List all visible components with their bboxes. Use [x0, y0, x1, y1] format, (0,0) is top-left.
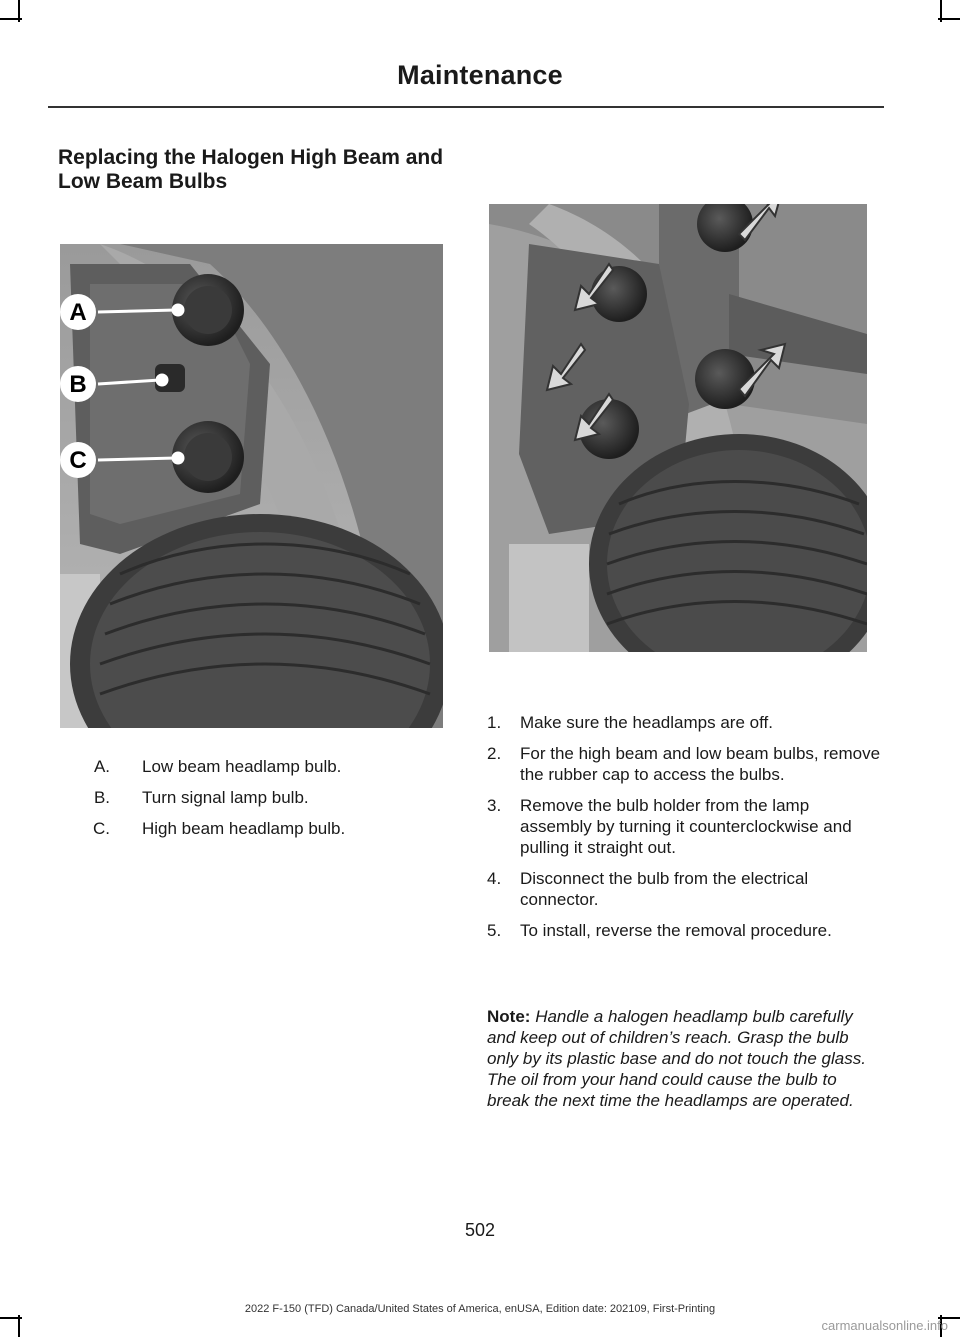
step-number: 1.: [487, 713, 502, 732]
headlamp-illustration-right: [489, 204, 867, 652]
headlamp-figure-right: [489, 204, 867, 652]
crop-mark: [0, 1317, 22, 1319]
watermark-link[interactable]: carmanualsonline.info: [821, 1318, 948, 1333]
callout-label-c: C: [69, 447, 87, 474]
crop-mark: [938, 18, 960, 20]
callout-label-b: B: [69, 371, 87, 398]
step-number: 2.: [487, 744, 502, 763]
callout-letter: A.: [93, 757, 110, 776]
callout-text: High beam headlamp bulb.: [142, 819, 346, 838]
crop-mark: [0, 18, 22, 20]
step-text: For the high beam and low beam bulbs, remove the rubber cap to access the bulbs.: [520, 744, 881, 784]
headlamp-figure-left: [60, 244, 443, 728]
step-text: Make sure the headlamps are off.: [520, 713, 773, 732]
list-item: [58, 757, 458, 788]
safety-note: [487, 1006, 882, 1111]
callout-text: Turn signal lamp bulb.: [142, 788, 309, 807]
list-item: [487, 868, 882, 910]
page-header-title: Maintenance: [397, 60, 563, 90]
list-item: [58, 819, 458, 850]
step-text: Remove the bulb holder from the lamp assembly by turning it counterclockwise and pulling it straight out.: [520, 796, 852, 857]
callout-letter: B.: [93, 788, 110, 807]
step-text: Disconnect the bulb from the electrical connector.: [520, 869, 809, 909]
callout-legend: [58, 757, 458, 850]
step-text: To install, reverse the removal procedure.: [520, 921, 832, 940]
note-text: Handle a halogen headlamp bulb carefully and keep out of children’s reach. Grasp the bulb only by its plastic base and do not touch the glass. The oil from your hand could cause the bulb to break the next time the headlamps are operated.: [487, 1007, 866, 1110]
list-item: [487, 743, 882, 785]
list-item: [58, 788, 458, 819]
list-item: [487, 920, 882, 941]
list-item: [487, 712, 882, 733]
step-number: 4.: [487, 869, 502, 888]
step-number: 5.: [487, 921, 502, 940]
headlamp-illustration-left: [60, 244, 443, 728]
procedure-steps: [487, 712, 882, 951]
header-divider: [48, 106, 884, 108]
callout-text: Low beam headlamp bulb.: [142, 757, 342, 776]
section-title: Replacing the Halogen High Beam and Low Beam Bulbs: [58, 146, 444, 193]
list-item: [487, 795, 882, 858]
page-footer: 2022 F-150 (TFD) Canada/United States of America, enUSA, Edition date: 202109, First-Printing: [244, 1303, 716, 1315]
callout-letter: C.: [93, 819, 110, 838]
callout-label-a: A: [69, 299, 87, 326]
step-number: 3.: [487, 796, 502, 815]
note-label: Note:: [487, 1007, 531, 1026]
page-number: 502: [464, 1220, 496, 1240]
